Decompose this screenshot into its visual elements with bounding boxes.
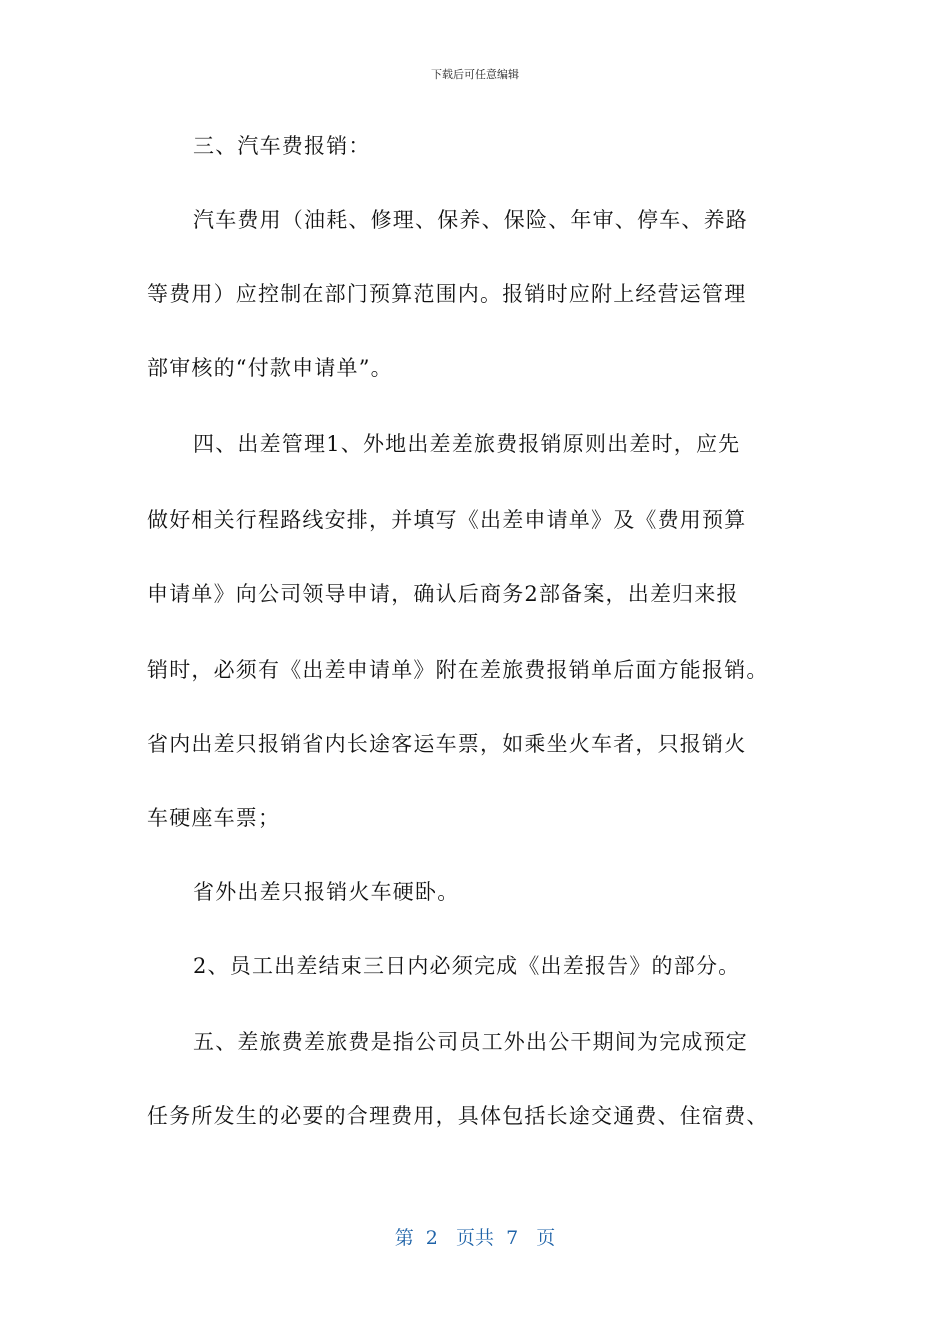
paragraph-line: 省内出差只报销省内长途客运车票，如乘坐火车者，只报销火 <box>147 732 747 756</box>
paragraph-line: 任务所发生的必要的合理费用，具体包括长途交通费、住宿费、 <box>147 1104 769 1128</box>
paragraph-line: 销时，必须有《出差申请单》附在差旅费报销单后面方能报销。 <box>147 658 769 682</box>
paragraph-line: 申请单》向公司领导申请，确认后商务2部备案，出差归来报 <box>147 582 739 606</box>
paragraph-line: 五、差旅费差旅费是指公司员工外出公干期间为完成预定 <box>193 1030 748 1054</box>
paragraph-line: 车硬座车票； <box>147 806 281 830</box>
paragraph-line: 做好相关行程路线安排，并填写《出差申请单》及《费用预算 <box>147 508 747 532</box>
paragraph-line: 四、出差管理1、外地出差差旅费报销原则出差时，应先 <box>193 432 741 456</box>
paragraph-line: 汽车费用（油耗、修理、保养、保险、年审、停车、养路 <box>193 208 748 232</box>
page-header-note: 下载后可任意编辑 <box>431 68 519 81</box>
paragraph-line: 等费用）应控制在部门预算范围内。报销时应附上经营运管理 <box>147 282 747 306</box>
paragraph-line: 省外出差只报销火车硬卧。 <box>193 880 460 904</box>
paragraph-line: 三、汽车费报销： <box>193 134 371 158</box>
page-number-footer: 第 2 页共 7 页 <box>394 1227 556 1249</box>
paragraph-line: 2、员工出差结束三日内必须完成《出差报告》的部分。 <box>193 954 741 978</box>
paragraph-line: 部审核的“付款申请单”。 <box>147 356 393 380</box>
